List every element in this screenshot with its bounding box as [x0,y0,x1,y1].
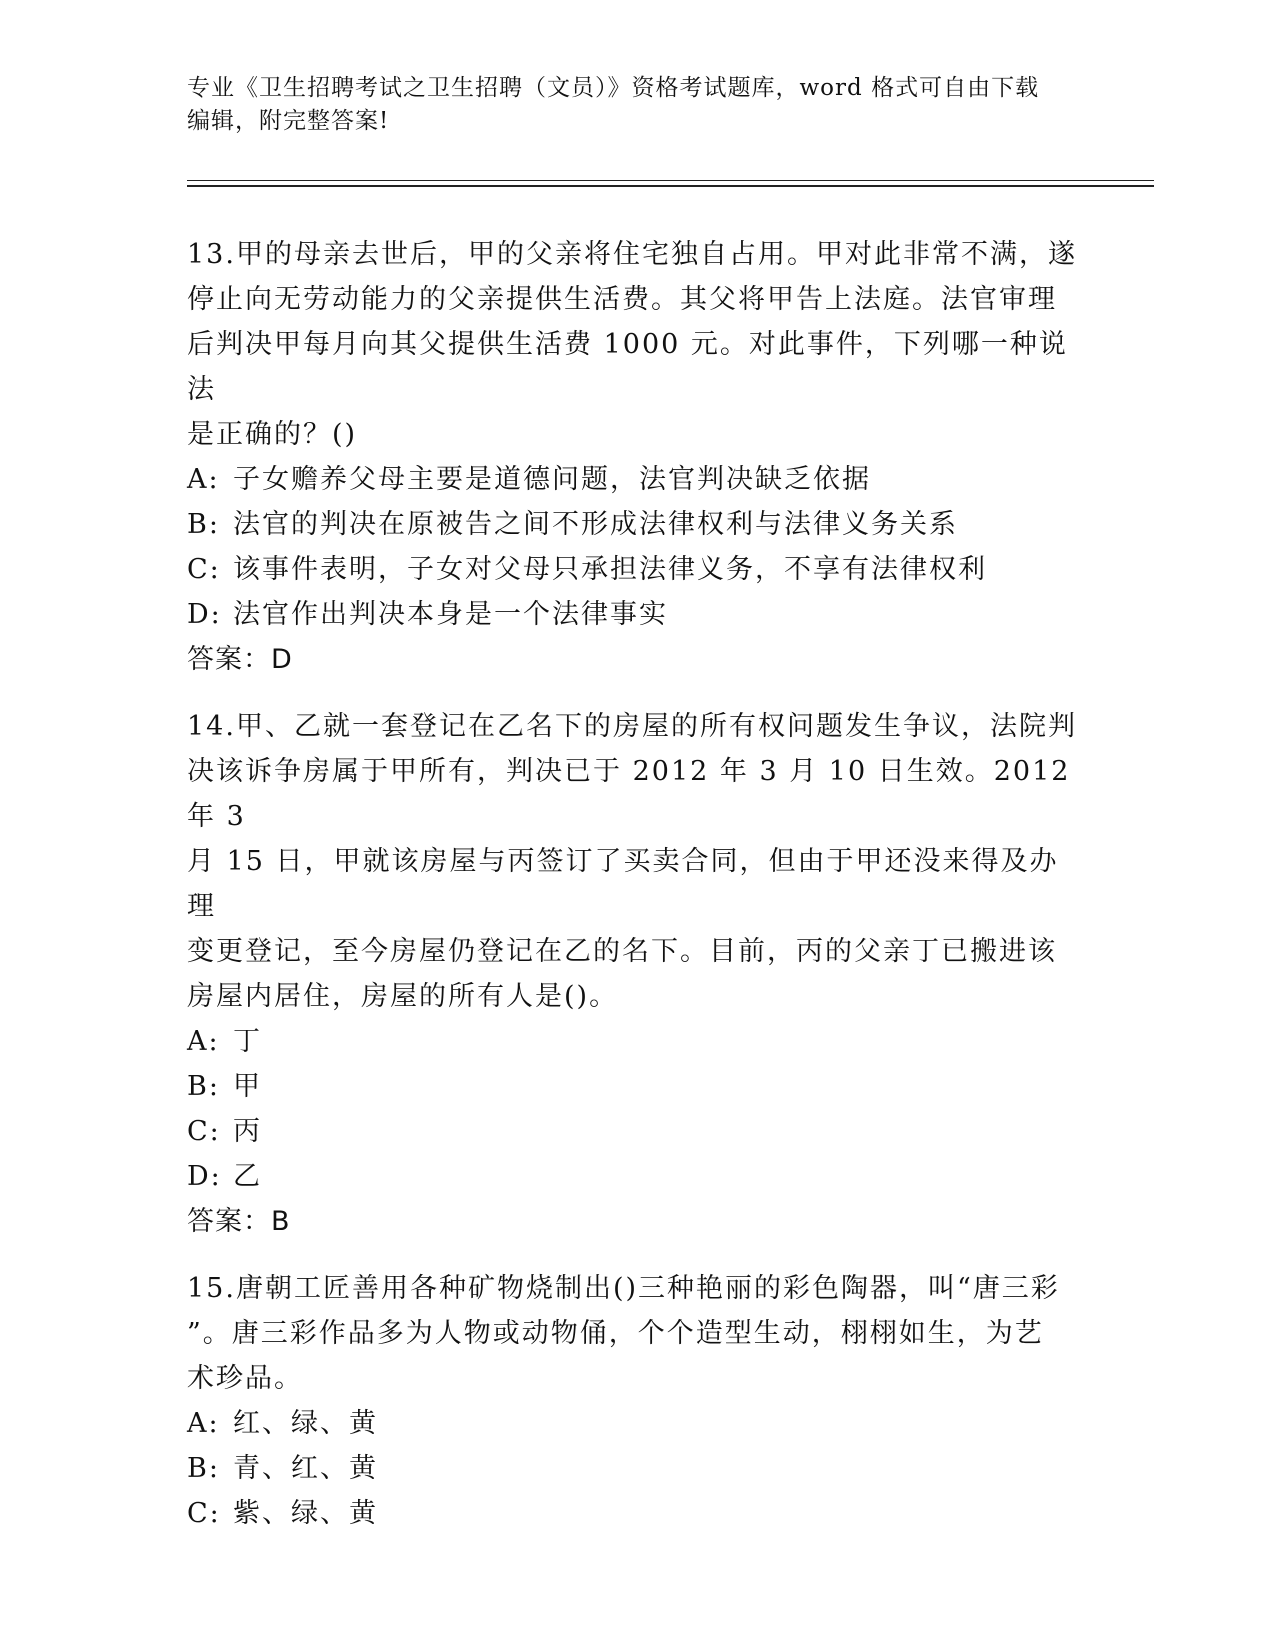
option-letter: B: [187,1453,220,1484]
option-text: 紫、绿、黄 [233,1498,378,1529]
question-line: 术珍品。 [187,1363,303,1394]
option-text: 该事件表明，子女对父母只承担法律义务，不享有法律权利 [233,554,987,585]
option-letter: C: [187,1498,221,1529]
option-b [187,502,1087,547]
option-text: 乙 [233,1161,262,1192]
question-line: 14.甲、乙就一套登记在乙名下的房屋的所有权问题发生争议，法院判 [187,711,1077,742]
option-text: 青、红、黄 [233,1453,378,1484]
option-a [187,1401,1087,1446]
option-letter: A: [187,464,220,495]
intro-line-1: 专业《卫生招聘考试之卫生招聘（文员）》资格考试题库，word 格式可自由下载 [187,75,1040,101]
question-13 [187,232,1087,682]
option-c [187,1109,1087,1154]
option-b [187,1446,1087,1491]
question-line: 房屋内居住，房屋的所有人是()。 [187,981,619,1012]
option-c [187,547,1087,592]
option-text: 子女赡养父母主要是道德问题，法官判决缺乏依据 [233,464,871,495]
header-divider-thin [187,180,1154,181]
question-text [187,232,1087,457]
option-letter: D: [187,599,222,630]
question-line: 15.唐朝工匠善用各种矿物烧制出()三种艳丽的彩色陶器，叫“唐三彩 [187,1273,1060,1304]
question-line: 是正确的？() [187,419,358,450]
option-a [187,457,1087,502]
question-line: 后判决甲每月向其父提供生活费 1000 元。对此事件，下列哪一种说法 [187,329,1068,405]
option-text: 法官的判决在原被告之间不形成法律权利与法律义务关系 [233,509,958,540]
question-14 [187,704,1087,1244]
question-line: 13.甲的母亲去世后，甲的父亲将住宅独自占用。甲对此非常不满，遂 [187,239,1077,270]
option-a [187,1019,1087,1064]
question-line: 停止向无劳动能力的父亲提供生活费。其父将甲告上法庭。法官审理 [187,284,1057,315]
document-intro [187,72,1067,138]
answer-line: 答案：D [187,644,293,675]
option-text: 法官作出判决本身是一个法律事实 [233,599,668,630]
option-text: 甲 [233,1071,262,1102]
intro-line-2: 编辑，附完整答案! [187,108,390,134]
option-letter: B: [187,509,220,540]
answer-line: 答案：B [187,1206,291,1237]
option-letter: B: [187,1071,220,1102]
option-text: 红、绿、黄 [233,1408,378,1439]
option-b [187,1064,1087,1109]
option-d [187,592,1087,637]
option-d [187,1154,1087,1199]
option-letter: A: [187,1026,220,1057]
header-divider-thick [187,185,1154,187]
question-list [187,232,1087,1558]
question-line: ”。唐三彩作品多为人物或动物俑，个个造型生动，栩栩如生，为艺 [187,1318,1044,1349]
question-15 [187,1266,1087,1536]
option-letter: A: [187,1408,220,1439]
question-text [187,1266,1087,1401]
option-c [187,1491,1087,1536]
option-letter: D: [187,1161,222,1192]
question-line: 月 15 日，甲就该房屋与丙签订了买卖合同，但由于甲还没来得及办理 [187,846,1059,922]
option-letter: C: [187,1116,221,1147]
option-letter: C: [187,554,221,585]
question-line: 决该诉争房属于甲所有，判决已于 2012 年 3 月 10 日生效。2012 年 3 [187,756,1071,832]
question-text [187,704,1087,1019]
option-text: 丙 [233,1116,262,1147]
option-text: 丁 [233,1026,262,1057]
question-line: 变更登记，至今房屋仍登记在乙的名下。目前，丙的父亲丁已搬进该 [187,936,1057,967]
